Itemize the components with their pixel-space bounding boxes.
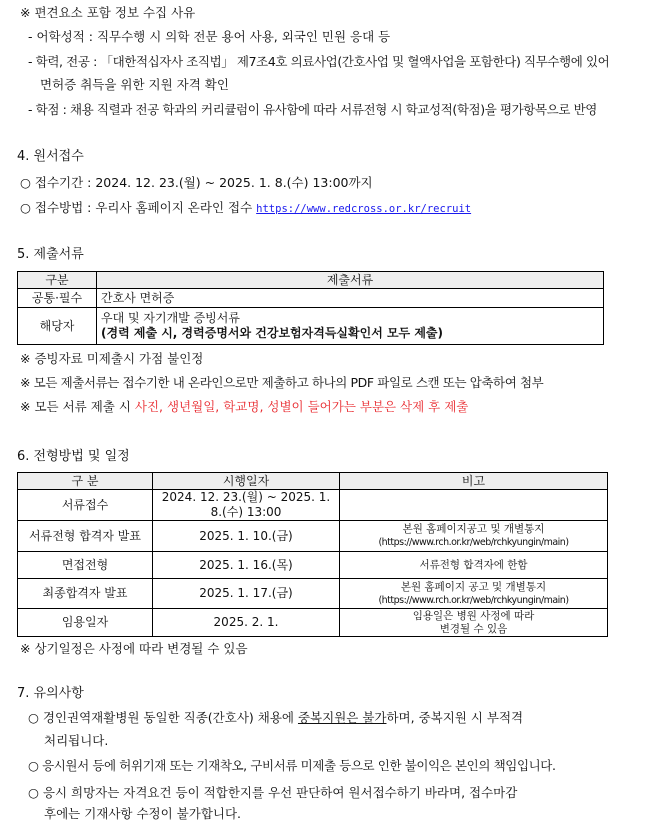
docs-line: 우대 및 자기개발 증빙서류 [101, 311, 240, 325]
table-row [18, 521, 608, 552]
recruit-link[interactable]: https://www.redcross.or.kr/recruit [256, 203, 472, 215]
date-cell: 2025. 1. 10.(금) [153, 521, 340, 552]
table-header: 시행일자 [153, 473, 340, 490]
intro-heading: ※ 편견요소 포함 정보 수집 사유 [20, 5, 196, 20]
intro-item: - 학점 : 채용 직렬과 전공 학과의 커리큘럼이 유사함에 따라 서류전형 시 학교성적(학점)을 평가항목으로 반영 [28, 102, 597, 117]
docs-cell: 간호사 면허증 [97, 289, 604, 308]
table-row [18, 579, 608, 609]
table-row [18, 609, 608, 637]
section-5-title: 5. 제출서류 [17, 247, 84, 262]
documents-table [17, 271, 604, 345]
intro-item: - 학력, 전공 : 「대한적십자사 조직법」 제7조4호 의료사업(간호사업 및 혈액사업을 포함한다) 직무수행에 있어 [28, 54, 610, 69]
note-cell [340, 609, 608, 637]
note-line: 변경될 수 있음 [439, 622, 508, 635]
category-cell: 해당자 [18, 308, 97, 345]
table-row [18, 308, 604, 345]
section-4-title: 4. 원서접수 [17, 149, 84, 164]
caution-emphasis: 중복지원은 불가 [297, 710, 387, 725]
stage-cell: 서류전형 합격자 발표 [18, 521, 153, 552]
table-header: 구 분 [18, 473, 153, 490]
application-method [20, 199, 471, 218]
caution-text: 하며, 중복지원 시 부적격 [386, 710, 524, 725]
table-header: 비고 [340, 473, 608, 490]
intro-item: 면허증 취득을 위한 지원 자격 확인 [40, 77, 229, 92]
note-line: 임용일은 병원 사정에 따라 [412, 609, 535, 622]
application-method-text: ○ 접수방법 : 우리사 홈페이지 온라인 접수 [20, 200, 253, 215]
note: ※ 모든 제출서류는 접수기한 내 온라인으로만 제출하고 하나의 PDF 파일로 스캔 또는 압축하여 첨부 [20, 375, 544, 390]
schedule-table [17, 472, 608, 637]
caution-text: ○ 경인권역재활병원 동일한 직종(간호사) 채용에 [28, 710, 298, 725]
note-cell: 서류전형 합격자에 한함 [340, 552, 608, 579]
note-line: 본원 홈페이지공고 및 개별통지 [402, 523, 545, 535]
note-line: 본원 홈페이지 공고 및 개별통지 [400, 580, 547, 593]
date-cell: 2025. 1. 16.(목) [153, 552, 340, 579]
stage-cell: 임용일자 [18, 609, 153, 637]
note-prefix: ※ 모든 서류 제출 시 [20, 399, 135, 414]
date-cell: 2024. 12. 23.(월) ~ 2025. 1. 8.(수) 13:00 [153, 490, 340, 521]
docs-line: (경력 제출 시, 경력증명서와 건강보험자격득실확인서 모두 제출) [101, 326, 443, 340]
note-url: (https://www.rch.or.kr/web/rchkyungin/main) [378, 594, 569, 606]
table-header: 제출서류 [97, 272, 604, 289]
stage-cell: 면접전형 [18, 552, 153, 579]
note-url: (https://www.rch.or.kr/web/rchkyungin/main) [378, 537, 569, 548]
note-warning: 사진, 생년월일, 학교명, 성별이 들어가는 부분은 삭제 후 제출 [134, 399, 469, 414]
table-row [18, 552, 608, 579]
caution-item [28, 709, 523, 727]
note-cell [340, 490, 608, 521]
note-cell [340, 579, 608, 609]
caution-item-cont: 처리됩니다. [44, 733, 109, 748]
intro-item: - 어학성적 : 직무수행 시 의학 전문 용어 사용, 외국인 민원 응대 등 [28, 29, 391, 44]
section-6-title: 6. 전형방법 및 일정 [17, 449, 130, 464]
table-header: 구분 [18, 272, 97, 289]
category-cell: 공통·필수 [18, 289, 97, 308]
application-period: ○ 접수기간 : 2024. 12. 23.(월) ~ 2025. 1. 8.(수) 13:00까지 [20, 175, 373, 190]
docs-cell [97, 308, 604, 345]
table-row [18, 289, 604, 308]
note: ※ 증빙자료 미제출시 가점 불인정 [20, 351, 204, 366]
schedule-footnote: ※ 상기일정은 사정에 따라 변경될 수 있음 [20, 641, 248, 656]
table-row [18, 490, 608, 521]
stage-cell: 서류접수 [18, 490, 153, 521]
caution-item: ○ 응시 희망자는 자격요건 등이 적합한지를 우선 판단하여 원서접수하기 바라며, 접수마감 [28, 785, 518, 800]
date-cell: 2025. 2. 1. [153, 609, 340, 637]
note-cell [340, 521, 608, 552]
note [20, 398, 468, 416]
stage-cell: 최종합격자 발표 [18, 579, 153, 609]
date-cell: 2025. 1. 17.(금) [153, 579, 340, 609]
caution-item: ○ 응시원서 등에 허위기재 또는 기재착오, 구비서류 미제출 등으로 인한 불이익은 본인의 책임입니다. [28, 758, 556, 773]
caution-item-cont: 후에는 기재사항 수정이 불가합니다. [44, 806, 242, 820]
section-7-title: 7. 유의사항 [17, 686, 84, 701]
